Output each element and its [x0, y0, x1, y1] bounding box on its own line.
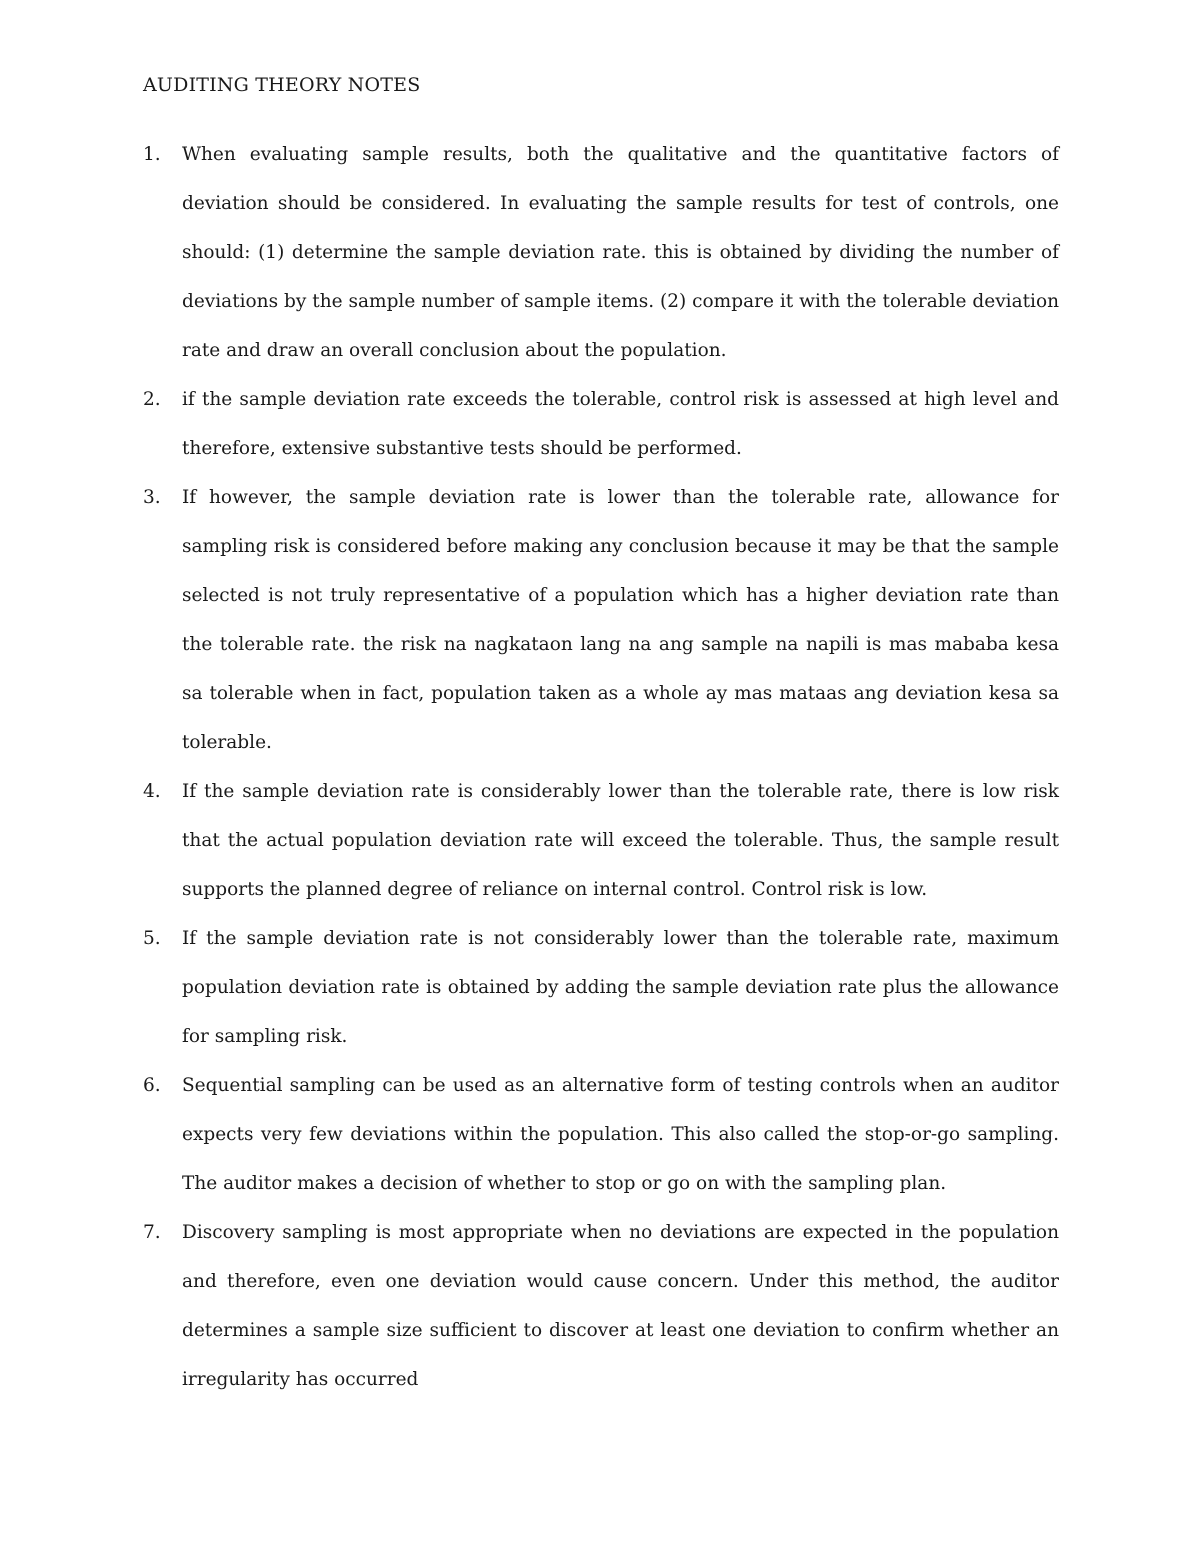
page-title: AUDITING THEORY NOTES — [143, 74, 421, 96]
list-item — [143, 1208, 1059, 1404]
list-item-number: 2. — [143, 389, 161, 410]
list-item-number: 1. — [143, 144, 161, 165]
list-item-number: 6. — [143, 1075, 161, 1096]
list-item-text: If the sample deviation rate is considerably lower than the tolerable rate, there is low risk that the actual population deviation rate will exceed the tolerable. Thus, the sample result supports the planned degree of reliance on internal control. Control risk is low. — [182, 781, 1059, 900]
list-item-number: 7. — [143, 1222, 161, 1243]
list-item-text: Sequential sampling can be used as an alternative form of testing controls when an auditor expects very few deviations within the population. This also called the stop-or-go sampling. The auditor makes a decision of whether to stop or go on with the sampling plan. — [182, 1075, 1059, 1194]
list-item — [143, 375, 1059, 473]
list-item-text: If however, the sample deviation rate is lower than the tolerable rate, allowance for sampling risk is considered before making any conclusion because it may be that the sample selected is not truly representative of a population which has a higher deviation rate than the tolerable rate. the risk na nagkataon lang na ang sample na napili is mas mababa kesa sa tolerable when in fact, population taken as a whole ay mas mataas ang deviation kesa sa tolerable. — [182, 487, 1059, 753]
list-item-number: 3. — [143, 487, 161, 508]
list-item — [143, 914, 1059, 1061]
list-item — [143, 1061, 1059, 1208]
list-item-number: 4. — [143, 781, 161, 802]
list-item — [143, 130, 1059, 375]
list-item — [143, 473, 1059, 767]
list-item-text: if the sample deviation rate exceeds the tolerable, control risk is assessed at high level and therefore, extensive substantive tests should be performed. — [182, 389, 1059, 459]
list-item-text: Discovery sampling is most appropriate when no deviations are expected in the population and therefore, even one deviation would cause concern. Under this method, the auditor determines a sample size sufficient to discover at least one deviation to confirm whether an irregularity has occurred — [182, 1222, 1059, 1390]
notes-list — [143, 130, 1059, 1404]
list-item-number: 5. — [143, 928, 161, 949]
list-item — [143, 767, 1059, 914]
list-item-text: When evaluating sample results, both the qualitative and the quantitative factors of deviation should be considered. In evaluating the sample results for test of controls, one should: (1) determine the sample deviation rate. this is obtained by dividing the number of deviations by the sample number of sample items. (2) compare it with the tolerable deviation rate and draw an overall conclusion about the population. — [182, 144, 1059, 361]
list-item-text: If the sample deviation rate is not considerably lower than the tolerable rate, maximum population deviation rate is obtained by adding the sample deviation rate plus the allowance for sampling risk. — [182, 928, 1059, 1047]
